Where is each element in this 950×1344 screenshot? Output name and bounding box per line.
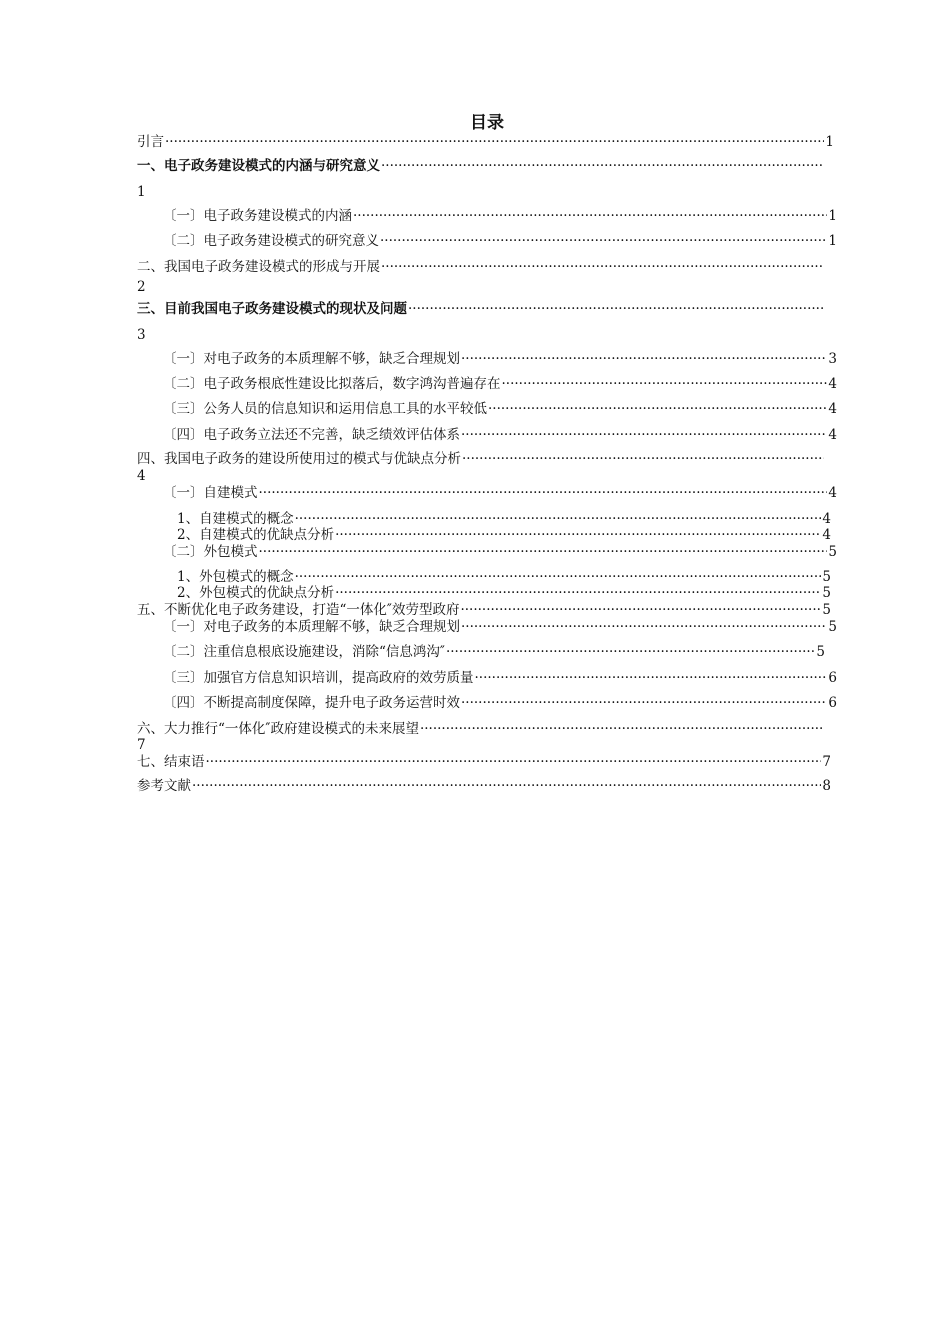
toc-page-number: 1 (828, 233, 837, 249)
toc-entry-label: 2、自建模式的优缺点分析 (177, 527, 335, 543)
toc-page-number: 4 (828, 485, 837, 501)
dot-leader (502, 375, 828, 393)
dot-leader (206, 753, 822, 771)
dot-leader (461, 618, 827, 636)
toc-entry-5-1[interactable] (163, 618, 837, 636)
toc-page-number: 6 (828, 695, 837, 711)
toc-entry-label: 〔四〕不断提高制度保障，提升电子政务运营时效 (163, 695, 460, 711)
toc-entry-section-4[interactable] (137, 450, 825, 468)
toc-entry-intro[interactable] (137, 133, 834, 151)
toc-entry-label: 引言 (137, 134, 164, 150)
toc-page-number: 7 (137, 737, 146, 753)
toc-entry-label: 四、我国电子政务的建设所使用过的模式与优缺点分析 (137, 451, 461, 467)
toc-entry-1-1[interactable] (163, 207, 837, 225)
toc-entry-label: 〔四〕电子政务立法还不完善，缺乏绩效评估体系 (163, 427, 460, 443)
dot-leader (446, 643, 815, 661)
toc-page-number: 7 (822, 754, 831, 770)
toc-entry-section-6[interactable] (137, 720, 825, 738)
toc-page-number: 5 (828, 619, 837, 635)
toc-entry-label: 〔三〕加强官方信息知识培训，提高政府的效劳质量 (163, 670, 474, 686)
dot-leader (353, 207, 827, 225)
toc-page-number: 1 (137, 184, 146, 200)
toc-entry-label: 〔二〕外包模式 (163, 544, 258, 560)
toc-entry-5-4[interactable] (163, 694, 837, 712)
toc-entry-1-2[interactable] (163, 232, 837, 250)
dot-leader (461, 694, 827, 712)
dot-leader (461, 426, 827, 444)
toc-entry-section-5[interactable] (137, 601, 831, 619)
dot-leader (259, 484, 828, 502)
toc-entry-label: 二、我国电子政务建设模式的形成与开展 (137, 259, 380, 275)
toc-entry-label: 七、结束语 (137, 754, 205, 770)
toc-entry-3-2[interactable] (163, 375, 837, 393)
toc-entry-label: 〔二〕电子政务根底性建设比拟落后，数字鸿沟普遍存在 (163, 376, 501, 392)
toc-page-number: 1 (825, 134, 834, 150)
toc-entry-section-1[interactable] (137, 157, 825, 175)
toc-entry-4-2[interactable] (163, 543, 837, 561)
toc-entry-section-2[interactable] (137, 258, 825, 276)
toc-entry-label: 一、电子政务建设模式的内涵与研究意义 (137, 158, 380, 174)
toc-entry-4-2-2[interactable] (177, 584, 831, 602)
toc-entry-label: 〔三〕公务人员的信息知识和运用信息工具的水平较低 (163, 401, 487, 417)
dot-leader (462, 450, 824, 468)
toc-entry-label: 〔二〕注重信息根底设施建设，消除“信息鸿沟″ (163, 644, 445, 660)
toc-entry-label: 〔一〕自建模式 (163, 485, 258, 501)
dot-leader (461, 350, 827, 368)
toc-entry-5-3[interactable] (163, 669, 837, 687)
toc-page-number: 6 (828, 670, 837, 686)
toc-entry-label: 1、自建模式的概念 (177, 511, 294, 527)
dot-leader (381, 258, 824, 276)
toc-entry-label: 六、大力推行“一体化″政府建设模式的未来展望 (137, 721, 419, 737)
dot-leader (335, 584, 821, 602)
toc-page-number: 5 (822, 585, 831, 601)
dot-leader (488, 400, 827, 418)
toc-entry-3-4[interactable] (163, 426, 837, 444)
toc-page-number: 4 (822, 511, 831, 527)
toc-entry-label: 〔一〕电子政务建设模式的内涵 (163, 208, 352, 224)
toc-page-number: 4 (828, 427, 837, 443)
dot-leader (165, 133, 824, 151)
dot-leader (335, 526, 821, 544)
toc-entry-label: 1、外包模式的概念 (177, 569, 294, 585)
dot-leader (475, 669, 828, 687)
toc-page-number: 5 (822, 602, 831, 618)
toc-entry-label: 三、目前我国电子政务建设模式的现状及问题 (137, 301, 407, 317)
toc-entry-references[interactable] (137, 777, 831, 795)
toc-page-number: 5 (822, 569, 831, 585)
dot-leader (460, 601, 821, 619)
toc-entry-label: 五、不断优化电子政务建设，打造“一体化″效劳型政府 (137, 602, 460, 618)
toc-page-number: 4 (822, 527, 831, 543)
toc-page-number: 5 (828, 544, 837, 560)
toc-entry-3-3[interactable] (163, 400, 837, 418)
toc-page-number: 4 (828, 376, 837, 392)
toc-entry-5-2[interactable] (163, 643, 825, 661)
dot-leader (259, 543, 828, 561)
dot-leader (408, 300, 824, 318)
dot-leader (420, 720, 824, 738)
toc-entry-label: 〔一〕对电子政务的本质理解不够，缺乏合理规划 (163, 619, 460, 635)
toc-page-number: 3 (137, 327, 146, 343)
dot-leader (380, 232, 827, 250)
toc-entry-label: 〔二〕电子政务建设模式的研究意义 (163, 233, 379, 249)
toc-page-number: 5 (816, 644, 825, 660)
toc-entry-section-7[interactable] (137, 753, 831, 771)
toc-entry-4-1[interactable] (163, 484, 837, 502)
toc-page-number: 1 (828, 208, 837, 224)
toc-entry-4-1-2[interactable] (177, 526, 831, 544)
toc-page-number: 4 (137, 468, 146, 484)
toc-entry-label: 〔一〕对电子政务的本质理解不够，缺乏合理规划 (163, 351, 460, 367)
toc-page-number: 8 (822, 778, 831, 794)
toc-page-number: 4 (828, 401, 837, 417)
toc-entry-3-1[interactable] (163, 350, 837, 368)
page-title: 目录 (470, 113, 504, 133)
toc-page-number: 3 (828, 351, 837, 367)
dot-leader (381, 157, 824, 175)
toc-entry-label: 2、外包模式的优缺点分析 (177, 585, 335, 601)
toc-page-number: 2 (137, 279, 146, 295)
dot-leader (192, 777, 821, 795)
toc-entry-label: 参考文献 (137, 778, 191, 794)
toc-entry-section-3[interactable] (137, 300, 825, 318)
